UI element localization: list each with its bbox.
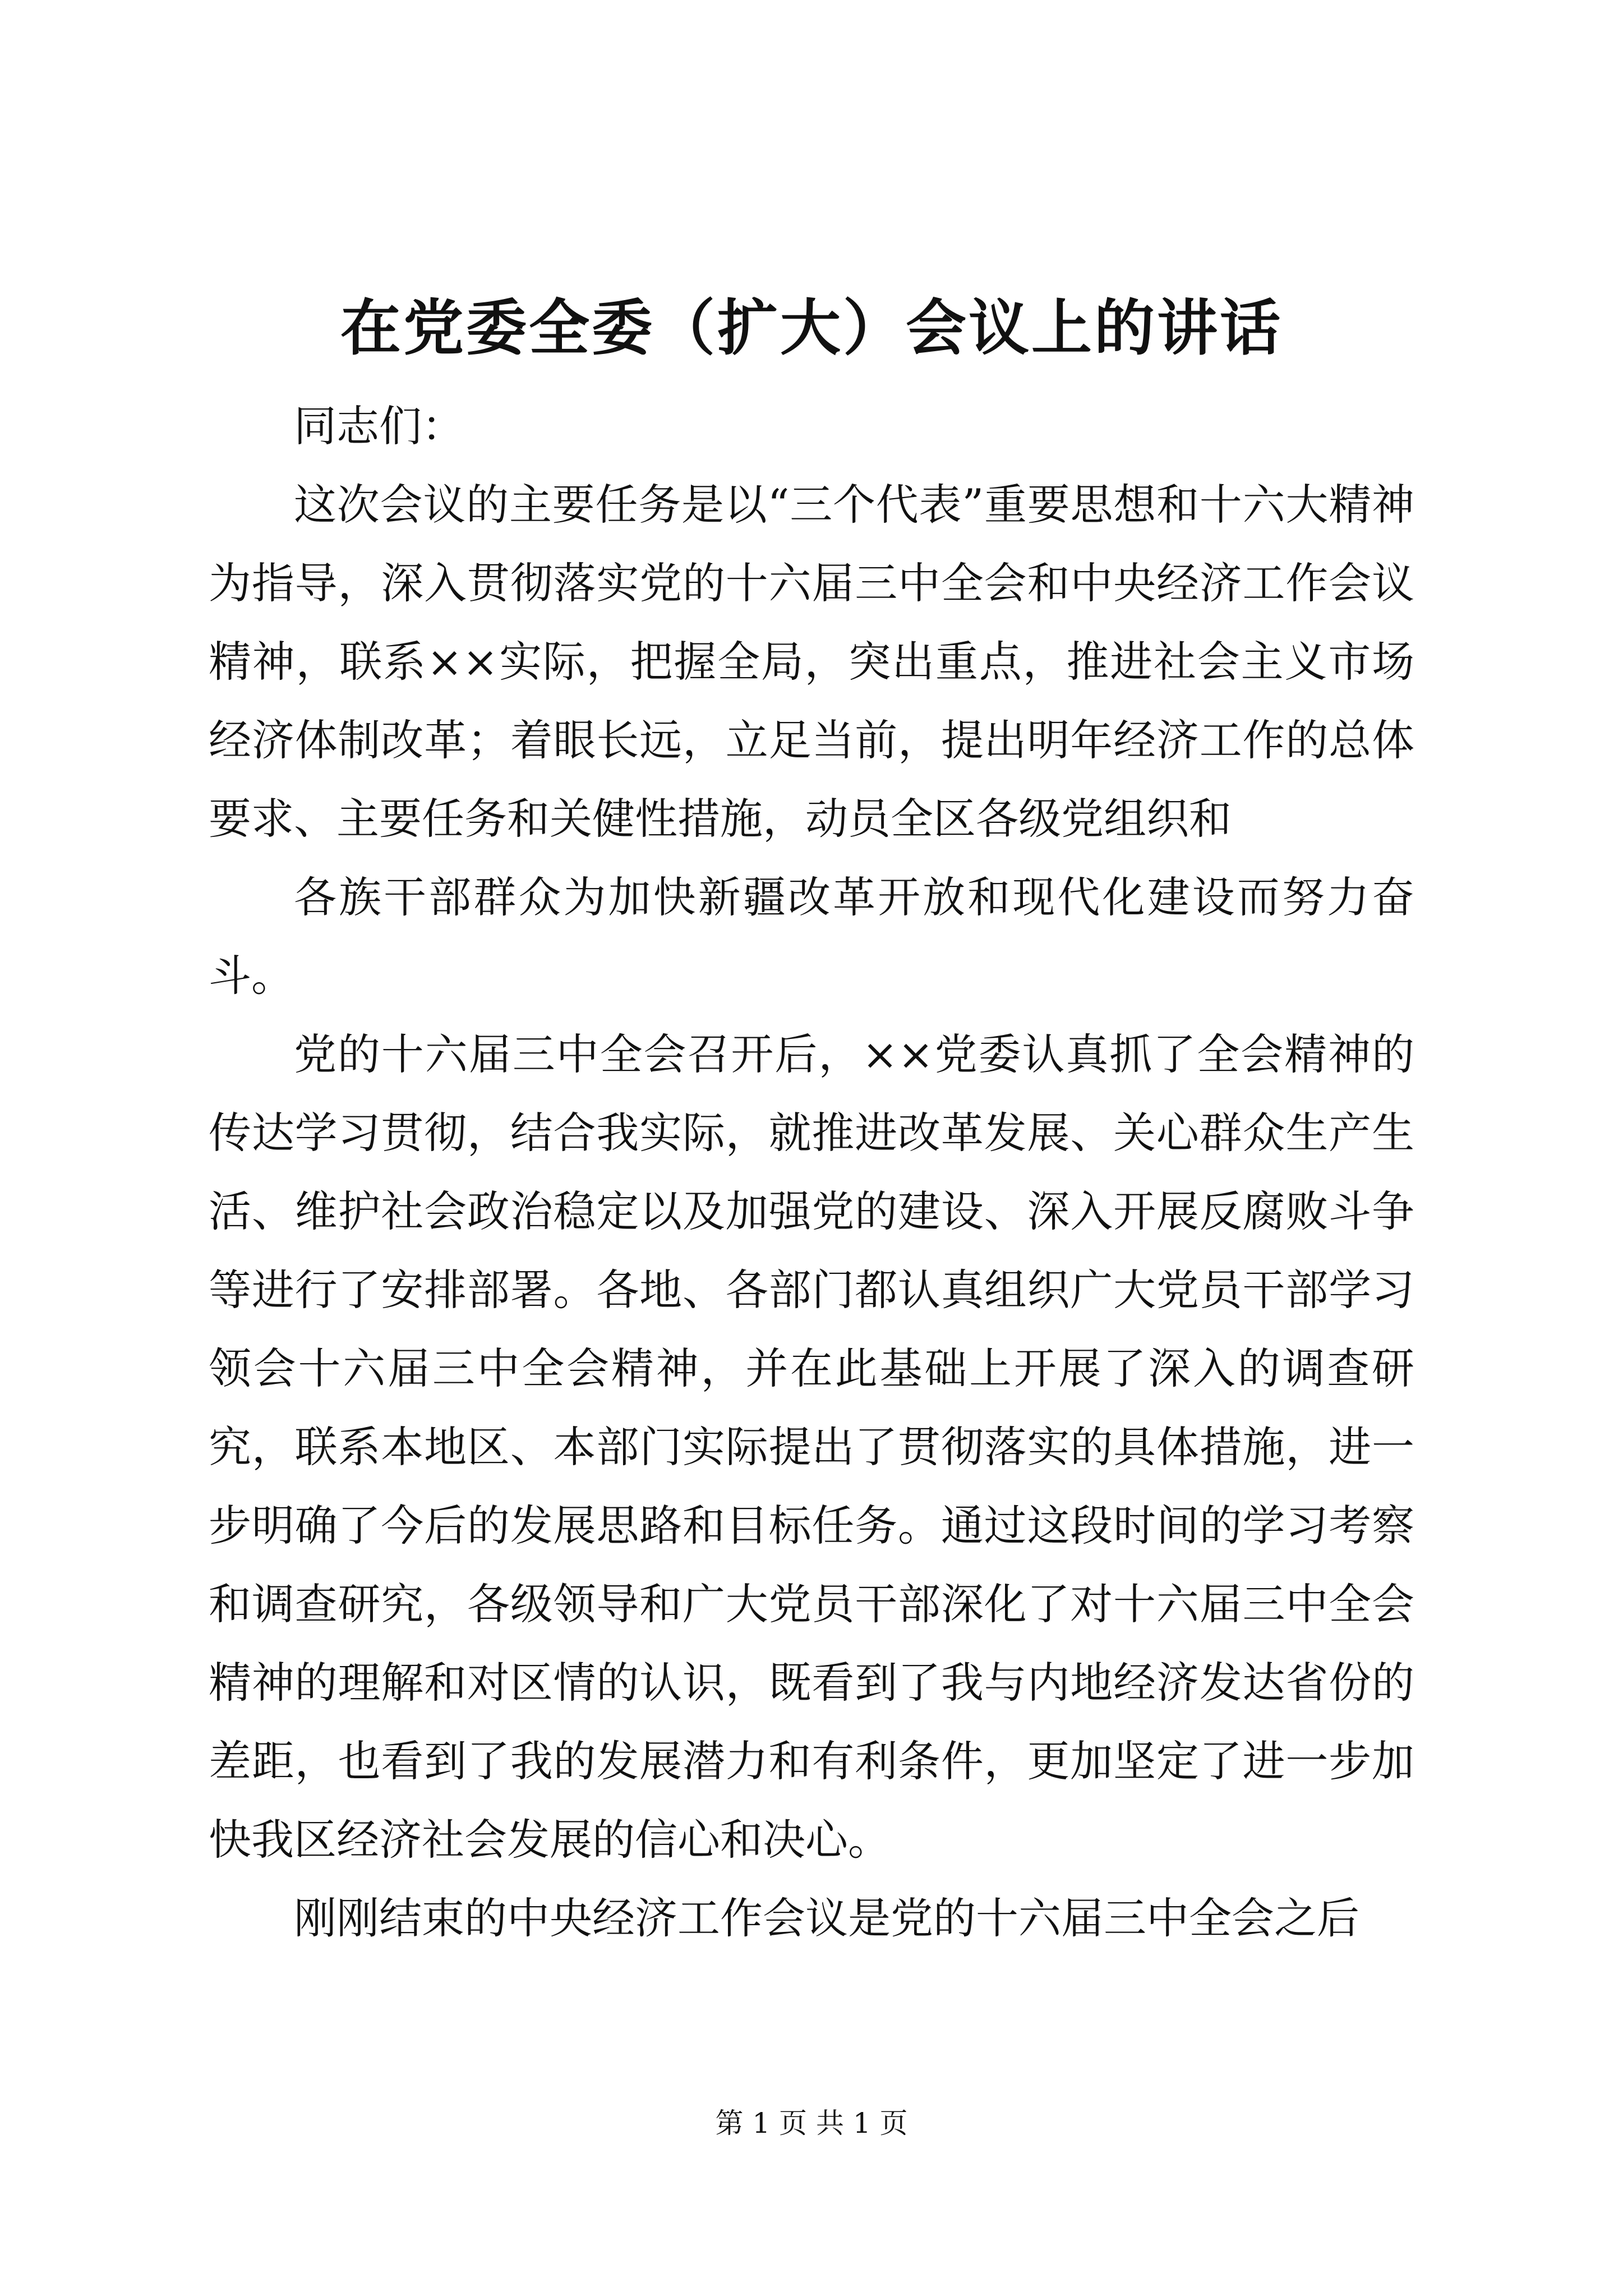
paragraph: 党的十六届三中全会召开后，××党委认真抓了全会精神的传达学习贯彻，结合我实际，就推进改革发展、关心群众生产生活、维护社会政治稳定以及加强党的建设、深入开展反腐败斗争等进行了安排部署。各地、各部门都认真组织广大党员干部学习领会十六届三中全会精神，并在此基础上开展了深入的调查研究，联系本地区、本部门实际提出了贯彻落实的具体措施，进一步明确了今后的发展思路和目标任务。通过这段时间的学习考察和调查研究，各级领导和广大党员干部深化了对十六届三中全会精神的理解和对区情的认识，既看到了我与内地经济发达省份的差距，也看到了我的发展潜力和有利条件，更加坚定了进一步加快我区经济社会发展的信心和决心。 [209,1029,1414,1865]
page-footer: 第 1 页 共 1 页 [715,2107,908,2139]
paragraph: 刚刚结束的中央经济工作会议是党的十六届三中全会之后 [294,1893,1359,1943]
document-title: 在党委全委（扩大）会议上的讲话 [340,293,1283,364]
paragraph: 这次会议的主要任务是以“三个代表”重要思想和十六大精神为指导，深入贯彻落实党的十六届三中全会和中央经济工作会议精神，联系××实际，把握全局，突出重点，推进社会主义市场经济体制改革；着眼长远，立足当前，提出明年经济工作的总体要求、主要任务和关健性措施，动员全区各级党组织和 [209,480,1414,844]
document-body [209,387,1414,1958]
salutation: 同志们： [294,401,464,451]
paragraph: 各族干部群众为加快新疆改革开放和现代化建设而努力奋斗。 [209,872,1414,1001]
